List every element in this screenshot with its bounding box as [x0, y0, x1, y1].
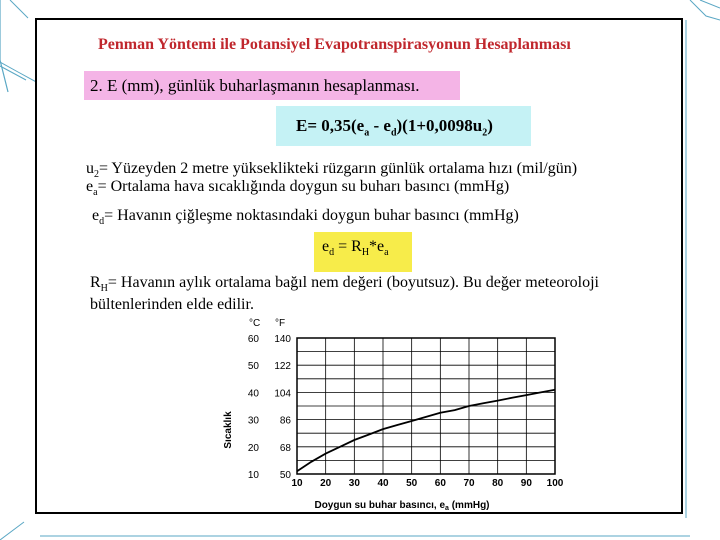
y-tick-label-celsius: 20	[247, 442, 259, 454]
x-tick-label: 70	[463, 478, 475, 489]
chart-grid	[297, 338, 555, 474]
y-axis-label: Sıcaklık	[223, 411, 234, 449]
x-axis-label: Doygun su buhar basıncı, $e_a$ (mmHg)	[314, 500, 490, 512]
definition-rh-cont: bültenlerinden elde edilir.	[90, 296, 254, 313]
x-tick-label: 80	[492, 478, 504, 489]
x-tick-label: 20	[320, 478, 332, 489]
y-tick-label-celsius: 30	[247, 415, 259, 427]
slide-title: Penman Yöntemi ile Potansiyel Evapotranspirasyonun Hesaplanması	[98, 36, 571, 53]
evaporation-formula: $E= 0,35(e_a - e_d)(1+0,0098u_2)$	[276, 106, 531, 146]
x-tick-label: 100	[546, 478, 564, 489]
x-tick-label: 40	[377, 478, 389, 489]
y-tick-label-fahrenheit: 50	[279, 470, 291, 481]
y-tick-label-fahrenheit: 68	[279, 442, 291, 454]
y-tick-label-fahrenheit: 104	[274, 388, 291, 400]
x-tick-label: 60	[434, 478, 446, 489]
definition-u2: $u_2=$ Yüzeyden 2 metre yükseklikteki rüzgarın günlük ortalama hızı (mil/gün)	[86, 160, 578, 181]
y-tick-label-celsius: 40	[247, 388, 259, 400]
y-tick-label-fahrenheit: 122	[274, 361, 291, 373]
y-unit-fahrenheit: °F	[275, 318, 286, 329]
ed-formula: $e_d = R_H*e_a$	[314, 232, 412, 272]
y-tick-label-celsius: 50	[247, 361, 259, 373]
step-heading: 2. E (mm), günlük buharlaşmanın hesaplanması.	[84, 71, 460, 100]
y-tick-label-celsius: 10	[247, 470, 259, 481]
y-tick-label-celsius: 60	[247, 334, 259, 345]
x-tick-label: 10	[291, 478, 303, 489]
definition-ed: $e_d=$ Havanın çiğleşme noktasındaki doygun buhar basıncı (mmHg)	[92, 207, 519, 228]
x-tick-label: 30	[348, 478, 360, 489]
definition-rh: $R_H=$ Havanın aylık ortalama bağıl nem değeri (boyutsuz). Bu değer meteoroloji	[90, 274, 599, 295]
y-tick-label-fahrenheit: 86	[279, 415, 291, 427]
y-tick-label-fahrenheit: 140	[274, 334, 291, 345]
vapor-pressure-chart	[215, 312, 575, 512]
x-tick-label: 50	[406, 478, 418, 489]
definition-ea: $e_a=$ Ortalama hava sıcaklığında doygun su buharı basıncı (mmHg)	[86, 178, 510, 199]
x-tick-label: 90	[520, 478, 532, 489]
series-line	[297, 390, 555, 472]
y-unit-celsius: °C	[249, 318, 261, 329]
